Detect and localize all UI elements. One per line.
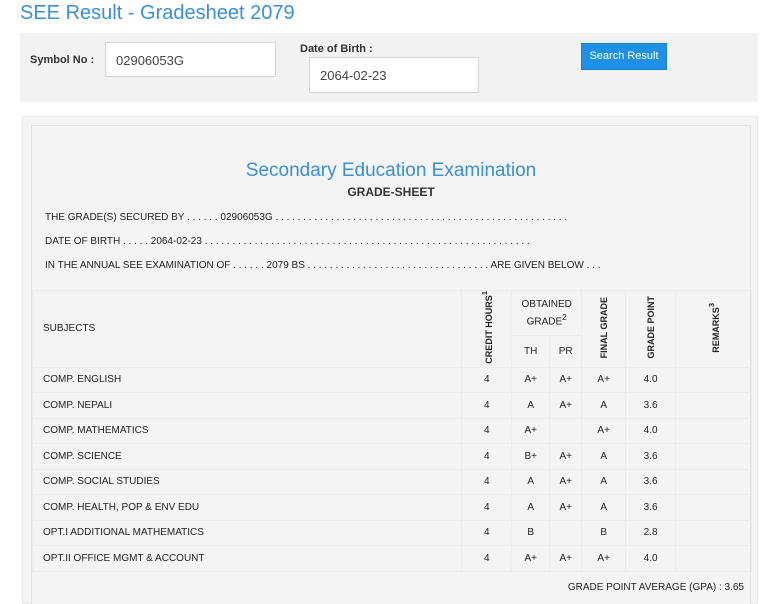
pr-grade-cell bbox=[550, 520, 582, 545]
grade-point-header bbox=[626, 291, 676, 368]
final-grade-cell: A+ bbox=[582, 545, 626, 571]
pr-grade-cell: A+ bbox=[550, 367, 582, 392]
table-row bbox=[33, 392, 752, 418]
final-grade-cell: A bbox=[582, 469, 626, 494]
grades-table bbox=[32, 290, 752, 572]
dob-line: DATE OF BIRTH . . . . . 2064-02-23 . . . . . . . . . . . . . . . . . . . . . . . . . . . . . . . . . . . . . . . . . . . . . . . . . . . . . . . . . . . bbox=[45, 236, 530, 247]
subject-cell: COMP. SCIENCE bbox=[33, 443, 462, 469]
search-panel bbox=[20, 33, 758, 102]
grade-point-cell: 3.6 bbox=[626, 494, 676, 520]
subject-cell: COMP. NEPALI bbox=[33, 392, 462, 418]
pr-grade-cell: A+ bbox=[550, 494, 582, 520]
pr-grade-cell: A+ bbox=[550, 469, 582, 494]
symbol-input[interactable]: 02906053G bbox=[105, 42, 276, 77]
final-grade-cell: A bbox=[582, 443, 626, 469]
pr-grade-cell: A+ bbox=[550, 392, 582, 418]
table-row bbox=[33, 469, 752, 494]
grade-point-cell: 4.0 bbox=[626, 545, 676, 571]
final-grade-cell: A bbox=[582, 392, 626, 418]
th-grade-cell: B+ bbox=[512, 443, 550, 469]
table-row bbox=[33, 545, 752, 571]
remarks-cell bbox=[676, 469, 752, 494]
search-result-button[interactable]: Search Result bbox=[581, 43, 667, 70]
remarks-cell bbox=[676, 443, 752, 469]
table-row bbox=[33, 418, 752, 443]
th-grade-cell: A+ bbox=[512, 545, 550, 571]
symbol-label: Symbol No : bbox=[30, 54, 95, 66]
subject-cell: COMP. HEALTH, POP & ENV EDU bbox=[33, 494, 462, 520]
remarks-footnote: 3 bbox=[706, 302, 716, 307]
credit-cell: 4 bbox=[462, 545, 512, 571]
credit-cell: 4 bbox=[462, 418, 512, 443]
remarks-cell bbox=[676, 520, 752, 545]
credit-cell: 4 bbox=[462, 392, 512, 418]
table-row bbox=[33, 367, 752, 392]
table-row bbox=[33, 443, 752, 469]
credit-hours-footnote: 1 bbox=[479, 291, 489, 296]
th-grade-cell: A bbox=[512, 392, 550, 418]
credit-cell: 4 bbox=[462, 367, 512, 392]
grade-point-cell: 3.6 bbox=[626, 469, 676, 494]
grade-point-cell: 4.0 bbox=[626, 367, 676, 392]
th-grade-cell: A bbox=[512, 494, 550, 520]
credit-cell: 4 bbox=[462, 469, 512, 494]
final-grade-header bbox=[582, 291, 626, 368]
dob-label: Date of Birth : bbox=[300, 43, 373, 55]
credit-hours-header-label: CREDIT HOURS bbox=[483, 295, 494, 364]
th-grade-cell: A bbox=[512, 469, 550, 494]
credit-cell: 4 bbox=[462, 443, 512, 469]
table-row bbox=[33, 494, 752, 520]
remarks-header bbox=[676, 291, 752, 368]
remarks-cell bbox=[676, 392, 752, 418]
final-grade-cell: A bbox=[582, 494, 626, 520]
gradesheet-container bbox=[22, 116, 758, 604]
th-grade-cell: A+ bbox=[512, 418, 550, 443]
final-grade-cell: A+ bbox=[582, 418, 626, 443]
remarks-cell bbox=[676, 367, 752, 392]
pr-grade-cell bbox=[550, 418, 582, 443]
credit-hours-header bbox=[462, 291, 512, 368]
exam-title: Secondary Education Examination bbox=[245, 160, 537, 181]
subject-cell: OPT.I ADDITIONAL MATHEMATICS bbox=[33, 520, 462, 545]
grade-point-cell: 2.8 bbox=[626, 520, 676, 545]
secured-by-line: THE GRADE(S) SECURED BY . . . . . . 02906053G . . . . . . . . . . . . . . . . . . . . . . . . . . . . . . . . . . . . . . . . . . . . . . . . . . . . . bbox=[45, 212, 568, 223]
pr-grade-cell: A+ bbox=[550, 443, 582, 469]
th-header: TH bbox=[512, 335, 550, 367]
subjects-header-label: SUBJECTS bbox=[43, 323, 96, 335]
dob-input[interactable]: 2064-02-23 bbox=[309, 57, 479, 93]
grade-point-cell: 4.0 bbox=[626, 418, 676, 443]
obtained-grade-header-label: OBTAINED GRADE bbox=[521, 298, 572, 327]
final-grade-cell: A+ bbox=[582, 367, 626, 392]
exam-year-line: IN THE ANNUAL SEE EXAMINATION OF . . . . . . 2079 BS . . . . . . . . . . . . . . . . . . . . . . . . . . . . . . . . . ARE GIVEN BELOW . . . bbox=[45, 260, 601, 271]
th-grade-cell: B bbox=[512, 520, 550, 545]
subject-cell: COMP. SOCIAL STUDIES bbox=[33, 469, 462, 494]
credit-cell: 4 bbox=[462, 494, 512, 520]
final-grade-cell: B bbox=[582, 520, 626, 545]
remarks-cell bbox=[676, 418, 752, 443]
remarks-cell bbox=[676, 494, 752, 520]
grade-point-cell: 3.6 bbox=[626, 392, 676, 418]
gradesheet bbox=[31, 125, 751, 604]
credit-cell: 4 bbox=[462, 520, 512, 545]
subject-cell: OPT.II OFFICE MGMT & ACCOUNT bbox=[33, 545, 462, 571]
th-grade-cell: A+ bbox=[512, 367, 550, 392]
pr-header: PR bbox=[550, 335, 582, 367]
subjects-header bbox=[33, 291, 462, 368]
page-title: SEE Result - Gradesheet 2079 bbox=[20, 2, 295, 24]
grade-point-cell: 3.6 bbox=[626, 443, 676, 469]
obtained-grade-header bbox=[512, 291, 582, 336]
final-grade-header-label: FINAL GRADE bbox=[598, 296, 609, 359]
table-row bbox=[33, 520, 752, 545]
remarks-cell bbox=[676, 545, 752, 571]
pr-grade-cell: A+ bbox=[550, 545, 582, 571]
subject-cell: COMP. ENGLISH bbox=[33, 367, 462, 392]
grade-point-header-label: GRADE POINT bbox=[645, 296, 656, 359]
obtained-grade-footnote: 2 bbox=[562, 311, 567, 322]
subject-cell: COMP. MATHEMATICS bbox=[33, 418, 462, 443]
gradesheet-subtitle: GRADE-SHEET bbox=[347, 185, 435, 199]
remarks-header-label: REMARKS bbox=[710, 306, 721, 353]
gpa-summary: GRADE POINT AVERAGE (GPA) : 3.65 bbox=[567, 582, 744, 593]
